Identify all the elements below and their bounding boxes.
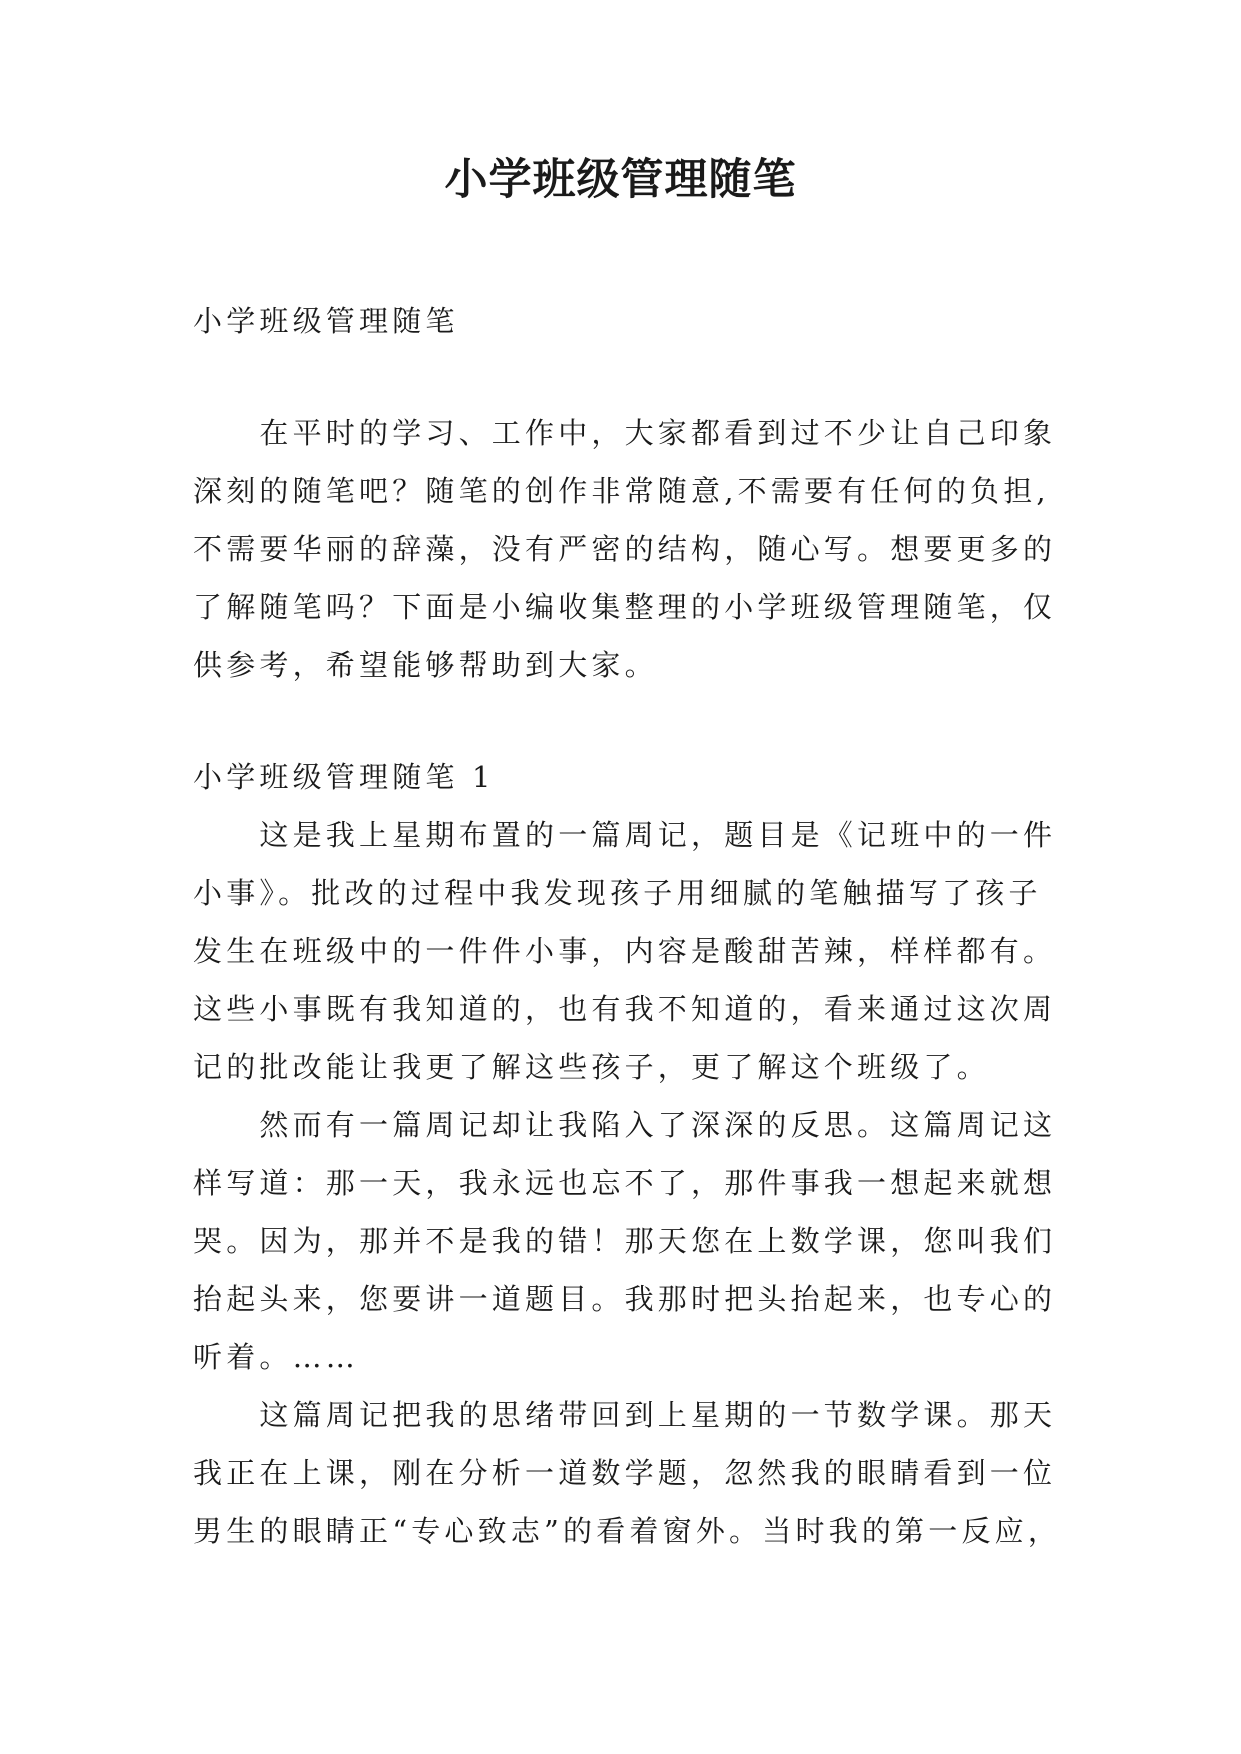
section-line: 记的批改能让我更了解这些孩子，更了解这个班级了。 — [193, 1050, 990, 1084]
section-line: 发生在班级中的一件件小事，内容是酸甜苦辣，样样都有。 — [193, 934, 1057, 968]
document-subtitle: 小学班级管理随笔 — [193, 304, 459, 338]
intro-line: 不需要华丽的辞藻，没有严密的结构，随心写。想要更多的 — [193, 532, 1057, 566]
section-line: 这篇周记把我的思绪带回到上星期的一节数学课。那天 — [193, 1398, 1057, 1432]
section-line: 这些小事既有我知道的，也有我不知道的，看来通过这次周 — [193, 992, 1057, 1026]
section-line: 男生的眼睛正“专心致志”的看着窗外。当时我的第一反应， — [193, 1514, 1062, 1548]
intro-paragraph — [193, 404, 1073, 694]
document-title: 小学班级管理随笔 — [444, 155, 797, 205]
intro-line: 在平时的学习、工作中，大家都看到过不少让自己印象 — [193, 416, 1057, 450]
intro-line: 供参考，希望能够帮助到大家。 — [193, 648, 658, 682]
section-line: 我正在上课，刚在分析一道数学题，忽然我的眼睛看到一位 — [193, 1456, 1057, 1490]
section-line: 听着。…… — [193, 1340, 360, 1374]
section-heading: 小学班级管理随笔 1 — [193, 760, 495, 794]
intro-line: 深刻的随笔吧？随笔的创作非常随意,不需要有任何的负担, — [193, 474, 1050, 508]
section-line: 小事》。批改的过程中我发现孩子用细腻的笔触描写了孩子 — [193, 876, 1042, 910]
section-line: 这是我上星期布置的一篇周记，题目是《记班中的一件 — [193, 818, 1057, 852]
section-line: 样写道：那一天，我永远也忘不了，那件事我一想起来就想 — [193, 1166, 1057, 1200]
section-body — [193, 806, 1073, 1560]
intro-line: 了解随笔吗？下面是小编收集整理的小学班级管理随笔，仅 — [193, 590, 1057, 624]
section-line: 然而有一篇周记却让我陷入了深深的反思。这篇周记这 — [193, 1108, 1057, 1142]
section-line: 抬起头来，您要讲一道题目。我那时把头抬起来，也专心的 — [193, 1282, 1057, 1316]
section-line: 哭。因为，那并不是我的错！那天您在上数学课，您叫我们 — [193, 1224, 1057, 1258]
